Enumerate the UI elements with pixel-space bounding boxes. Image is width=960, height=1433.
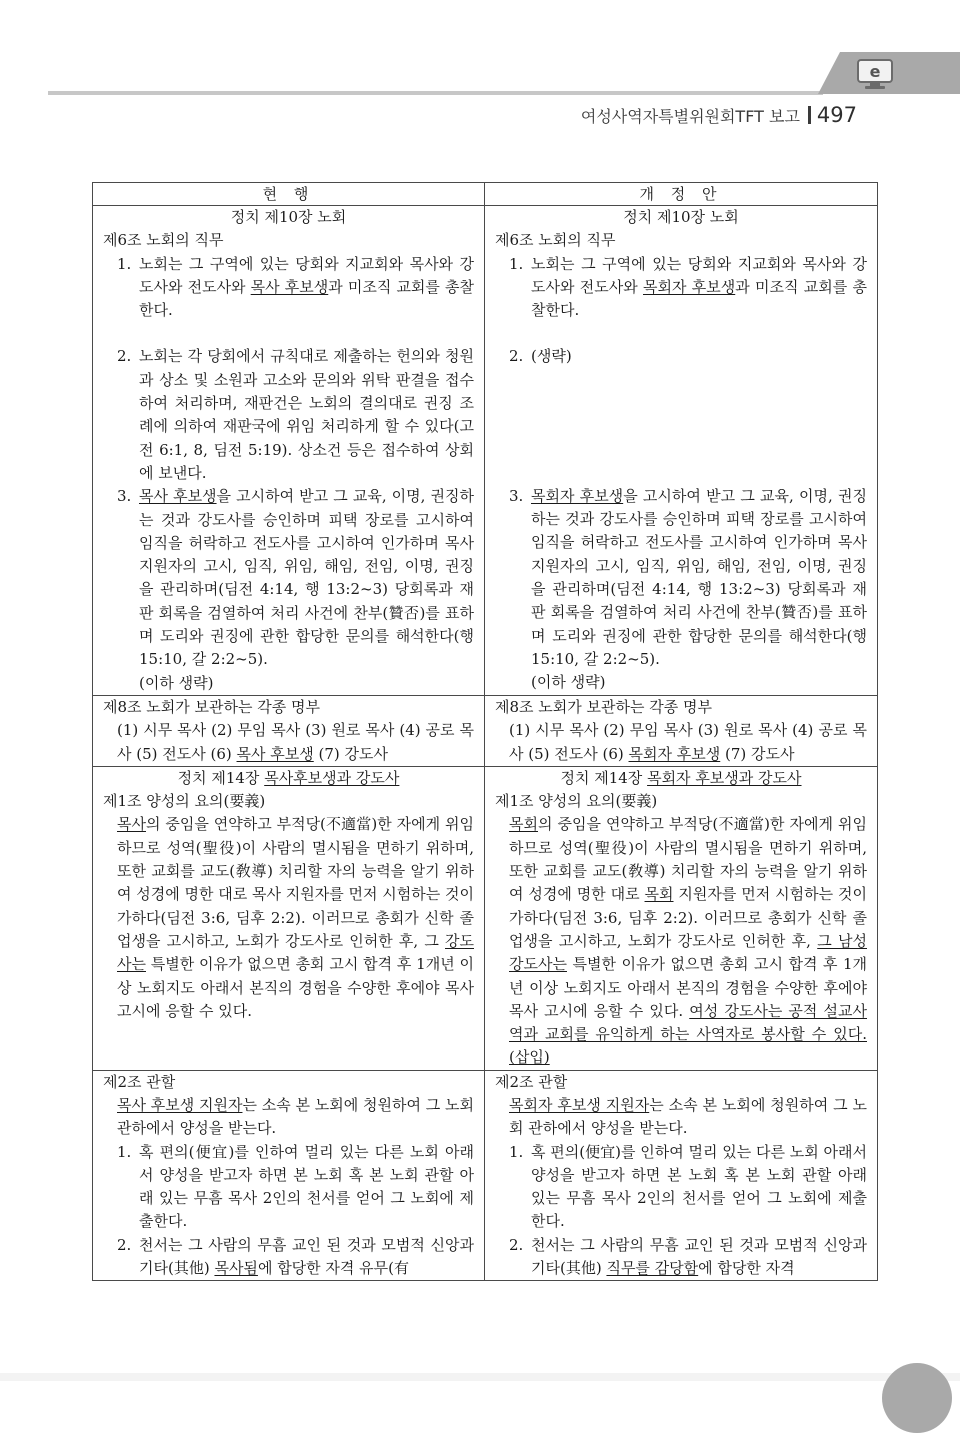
item-text: 노회는 각 당회에서 규칙대로 제출하는 헌의와 청원과 상소 및 소원과 고소와 문의와 위탁 판결을 접수하여 처리하며, 재판건은 노회의 결의대로 권징 조례에 의하여 재판국에 위임 처리하게 할 수 있다(고전 6:1, 8, 딤전 5:19). 상소건 등은 접수하여 상회에 보낸다.	[139, 347, 474, 482]
footer-circle-decoration	[882, 1363, 952, 1433]
amended-text: 목회	[509, 815, 538, 834]
list-item	[103, 1234, 474, 1281]
table-row	[93, 206, 878, 696]
article-title: 제1조 양성의 요의(要義)	[103, 792, 266, 811]
amended-text: 목사 후보생 지원자	[117, 1095, 243, 1114]
list-item	[103, 345, 474, 485]
item-number: 1.	[117, 1142, 132, 1161]
cell-current-art8	[93, 695, 485, 766]
article-title: 제8조 노회가 보관하는 각종 명부	[103, 697, 320, 716]
amended-text: 직무를 감당함	[606, 1259, 699, 1278]
chapter-title: 정치 제14장 목회자 후보생과 강도사	[560, 768, 802, 787]
article-title: 제1조 양성의 요의(要義)	[495, 792, 658, 811]
amended-text: 목사됨	[214, 1259, 258, 1278]
register-list: (1) 시무 목사 (2) 무임 목사 (3) 원로 목사 (4) 공로 목사 (5) 전도사 (6) 목사 후보생 (7) 강도사	[117, 721, 474, 763]
item-number: 2.	[509, 347, 524, 366]
chapter-title: 정치 제10장 노회	[623, 208, 739, 226]
list-item	[495, 345, 867, 368]
col-header-current: 현 행	[93, 183, 485, 206]
table-row	[93, 695, 878, 766]
inserted-text: 여성 강도사는 공적 설교사역과 교회를 유익하게 하는 사역자로 봉사할 수 있다. (삽입)	[509, 1001, 867, 1067]
cell-current-art2	[93, 1070, 485, 1281]
item-text: 천서는 그 사람의 무흠 교인 된 것과 모범적 신앙과 기타(其他) 직무를 감당함에 합당한 자격	[531, 1235, 867, 1278]
header-separator	[808, 106, 811, 124]
cell-current-ch10	[93, 206, 485, 696]
monitor-e-icon	[856, 58, 896, 90]
col-header-revised: 개 정 안	[485, 183, 878, 206]
article-body: 목사 후보생 지원자는 소속 본 노회에 청원하여 그 노회 관하에서 양성을 받는다.	[117, 1095, 474, 1138]
item-number: 2.	[509, 1235, 524, 1254]
amended-text: 목회자 후보생 지원자	[509, 1095, 650, 1114]
item-number: 3.	[509, 486, 524, 505]
item-text: 천서는 그 사람의 무흠 교인 된 것과 모범적 신앙과 기타(其他) 목사됨에 합당한 자격 유무(有	[139, 1235, 474, 1278]
item-number: 1.	[509, 1142, 524, 1161]
amended-text: 목회자 후보생과 강도사	[647, 768, 802, 787]
amended-text: 목사 후보생	[250, 277, 329, 296]
item-number: 2.	[117, 347, 132, 366]
footer-strip	[0, 1373, 960, 1381]
amended-text: 목사 후보생	[139, 487, 217, 506]
article-title: 제2조 관할	[103, 1072, 176, 1091]
list-item	[103, 485, 474, 671]
list-item	[495, 1141, 867, 1234]
item-text: (생략)	[531, 347, 572, 366]
icon-letter: e	[869, 62, 881, 81]
item-number: 3.	[117, 487, 132, 506]
cell-revised-ch10	[485, 206, 878, 696]
chapter-title: 정치 제10장 노회	[230, 208, 347, 226]
article-title: 제8조 노회가 보관하는 각종 명부	[495, 697, 712, 716]
omission-note: (이하 생략)	[139, 673, 214, 692]
cell-current-ch14	[93, 766, 485, 1070]
item-number: 1.	[509, 254, 524, 273]
amended-text: 목사후보생과 강도사	[264, 768, 400, 787]
omission-note: (이하 생략)	[531, 673, 606, 692]
header-title: 여성사역자특별위원회TFT 보고	[580, 106, 800, 126]
page-number: 497	[816, 103, 857, 127]
amended-text: 그 남성 강도사는	[509, 931, 867, 974]
article-title: 제6조 노회의 직무	[495, 231, 616, 250]
amended-text: 목회자 후보생	[643, 277, 736, 296]
article-body: 목사의 중임을 연약하고 부적당(不適當)한 자에게 위임하므로 성역(聖役)이 사람의 멸시됨을 면하기 위하며, 또한 교회를 교도(敎導) 치리할 자의 능력을 알기 위하여 성경에 명한 대로 목사 지원자를 먼저 시험하는 것이 가하다(딤전 3:6, 딤후 2:2). 이러므로 총회가 신학 졸업생을 고시하고, 노회가 강도사로 인허한 후, 그 강도사는 특별한 이유가 없으면 총회 고시 합격 후 1개년 이상 노회지도 아래서 본직의 경험을 수양한 후에야 목사 고시에 응할 수 있다.	[117, 815, 474, 1020]
amended-text: 목회자 후보생	[531, 486, 624, 505]
amended-text: 목회	[644, 885, 674, 904]
register-list: (1) 시무 목사 (2) 무임 목사 (3) 원로 목사 (4) 공로 목사 (5) 전도사 (6) 목회자 후보생 (7) 강도사	[509, 721, 867, 763]
amended-text: 목사	[117, 815, 146, 834]
table-row	[93, 1070, 878, 1281]
article-title: 제2조 관할	[495, 1072, 568, 1091]
amended-text: 목회자 후보생	[628, 744, 721, 763]
item-text: 혹 편의(便宜)를 인하여 멀리 있는 다른 노회 아래서 양성을 받고자 하면 본 노회 혹 본 노회 관할 아래 있는 무흠 목사 2인의 천서를 얻어 그 노회에 제출한다.	[531, 1142, 867, 1231]
list-item	[103, 1141, 474, 1234]
table-header-row	[93, 183, 878, 206]
table-row	[93, 766, 878, 1070]
list-item	[495, 253, 867, 323]
item-text: 노회는 그 구역에 있는 당회와 지교회와 목사와 강도사와 전도사와 목회자 후보생과 미조직 교회를 총찰한다.	[531, 254, 867, 320]
list-item	[495, 485, 867, 671]
list-item	[103, 253, 474, 323]
amended-text: 강도사는	[117, 931, 474, 974]
item-text: 목사 후보생을 고시하여 받고 그 교육, 이명, 권징하는 것과 강도사를 승인하며 피택 장로를 고시하여 임직을 허락하고 전도사를 고시하여 인가하며 목사 지원자의 고시, 임직, 위임, 해임, 전임, 이명, 권징을 관리하며(딤전 4:14, 행 13:2~3) 당회록과 재판 회록을 검열하여 처리 사건에 찬부(贊否)를 표하며 도리와 권징에 관한 합당한 문의를 해석한다(행 15:10, 갈 2:2~5).	[139, 487, 474, 669]
cell-revised-art2	[485, 1070, 878, 1281]
cell-revised-art8	[485, 695, 878, 766]
chapter-title: 정치 제14장 목사후보생과 강도사	[177, 768, 400, 787]
item-number: 1.	[117, 254, 132, 273]
item-text: 목회자 후보생을 고시하여 받고 그 교육, 이명, 권징하는 것과 강도사를 승인하며 피택 장로를 고시하여 임직을 허락하고 전도사를 고시하여 인가하며 목사 지원자의 고시, 임직, 위임, 해임, 전임, 이명, 권징을 관리하며(딤전 4:14, 행 13:2~3) 당회록과 재판 회록을 검열하여 처리 사건에 찬부(贊否)를 표하며 도리와 권징에 관한 합당한 문의를 해석한다(행 15:10, 갈 2:2~5).	[531, 486, 867, 668]
cell-revised-ch14	[485, 766, 878, 1070]
article-body: 목회의 중임을 연약하고 부적당(不適當)한 자에게 위임하므로 성역(聖役)이 사람의 멸시됨을 면하기 위하며, 또한 교회를 교도(敎導) 치리할 자의 능력을 알기 위하여 성경에 명한 대로 목회 지원자를 먼저 시험하는 것이 가하다(딤전 3:6, 딤후 2:2). 이러므로 총회가 신학 졸업생을 고시하고, 노회가 강도사로 인허한 후, 그 남성 강도사는 특별한 이유가 없으면 총회 고시 합격 후 1개년 이상 노회지도 아래서 본직의 경험을 수양한 후에야 목사 고시에 응할 수 있다. 여성 강도사는 공적 설교사역과 교회를 유익하게 하는 사역자로 봉사할 수 있다. (삽입)	[509, 815, 867, 1067]
header-rule	[48, 91, 823, 95]
article-body: 목회자 후보생 지원자는 소속 본 노회에 청원하여 그 노회 관하에서 양성을 받는다.	[509, 1095, 867, 1138]
amended-text: 목사 후보생	[236, 744, 314, 763]
item-number: 2.	[117, 1235, 132, 1254]
comparison-table	[92, 182, 878, 1281]
running-header	[575, 101, 857, 129]
item-text: 노회는 그 구역에 있는 당회와 지교회와 목사와 강도사와 전도사와 목사 후보생과 미조직 교회를 총찰한다.	[139, 254, 475, 320]
item-text: 혹 편의(便宜)를 인하여 멀리 있는 다른 노회 아래서 양성을 받고자 하면 본 노회 혹 본 노회 관할 아래 있는 무흠 목사 2인의 천서를 얻어 그 노회에 제출한다.	[139, 1142, 474, 1231]
article-title: 제6조 노회의 직무	[103, 231, 224, 250]
list-item	[495, 1234, 867, 1281]
